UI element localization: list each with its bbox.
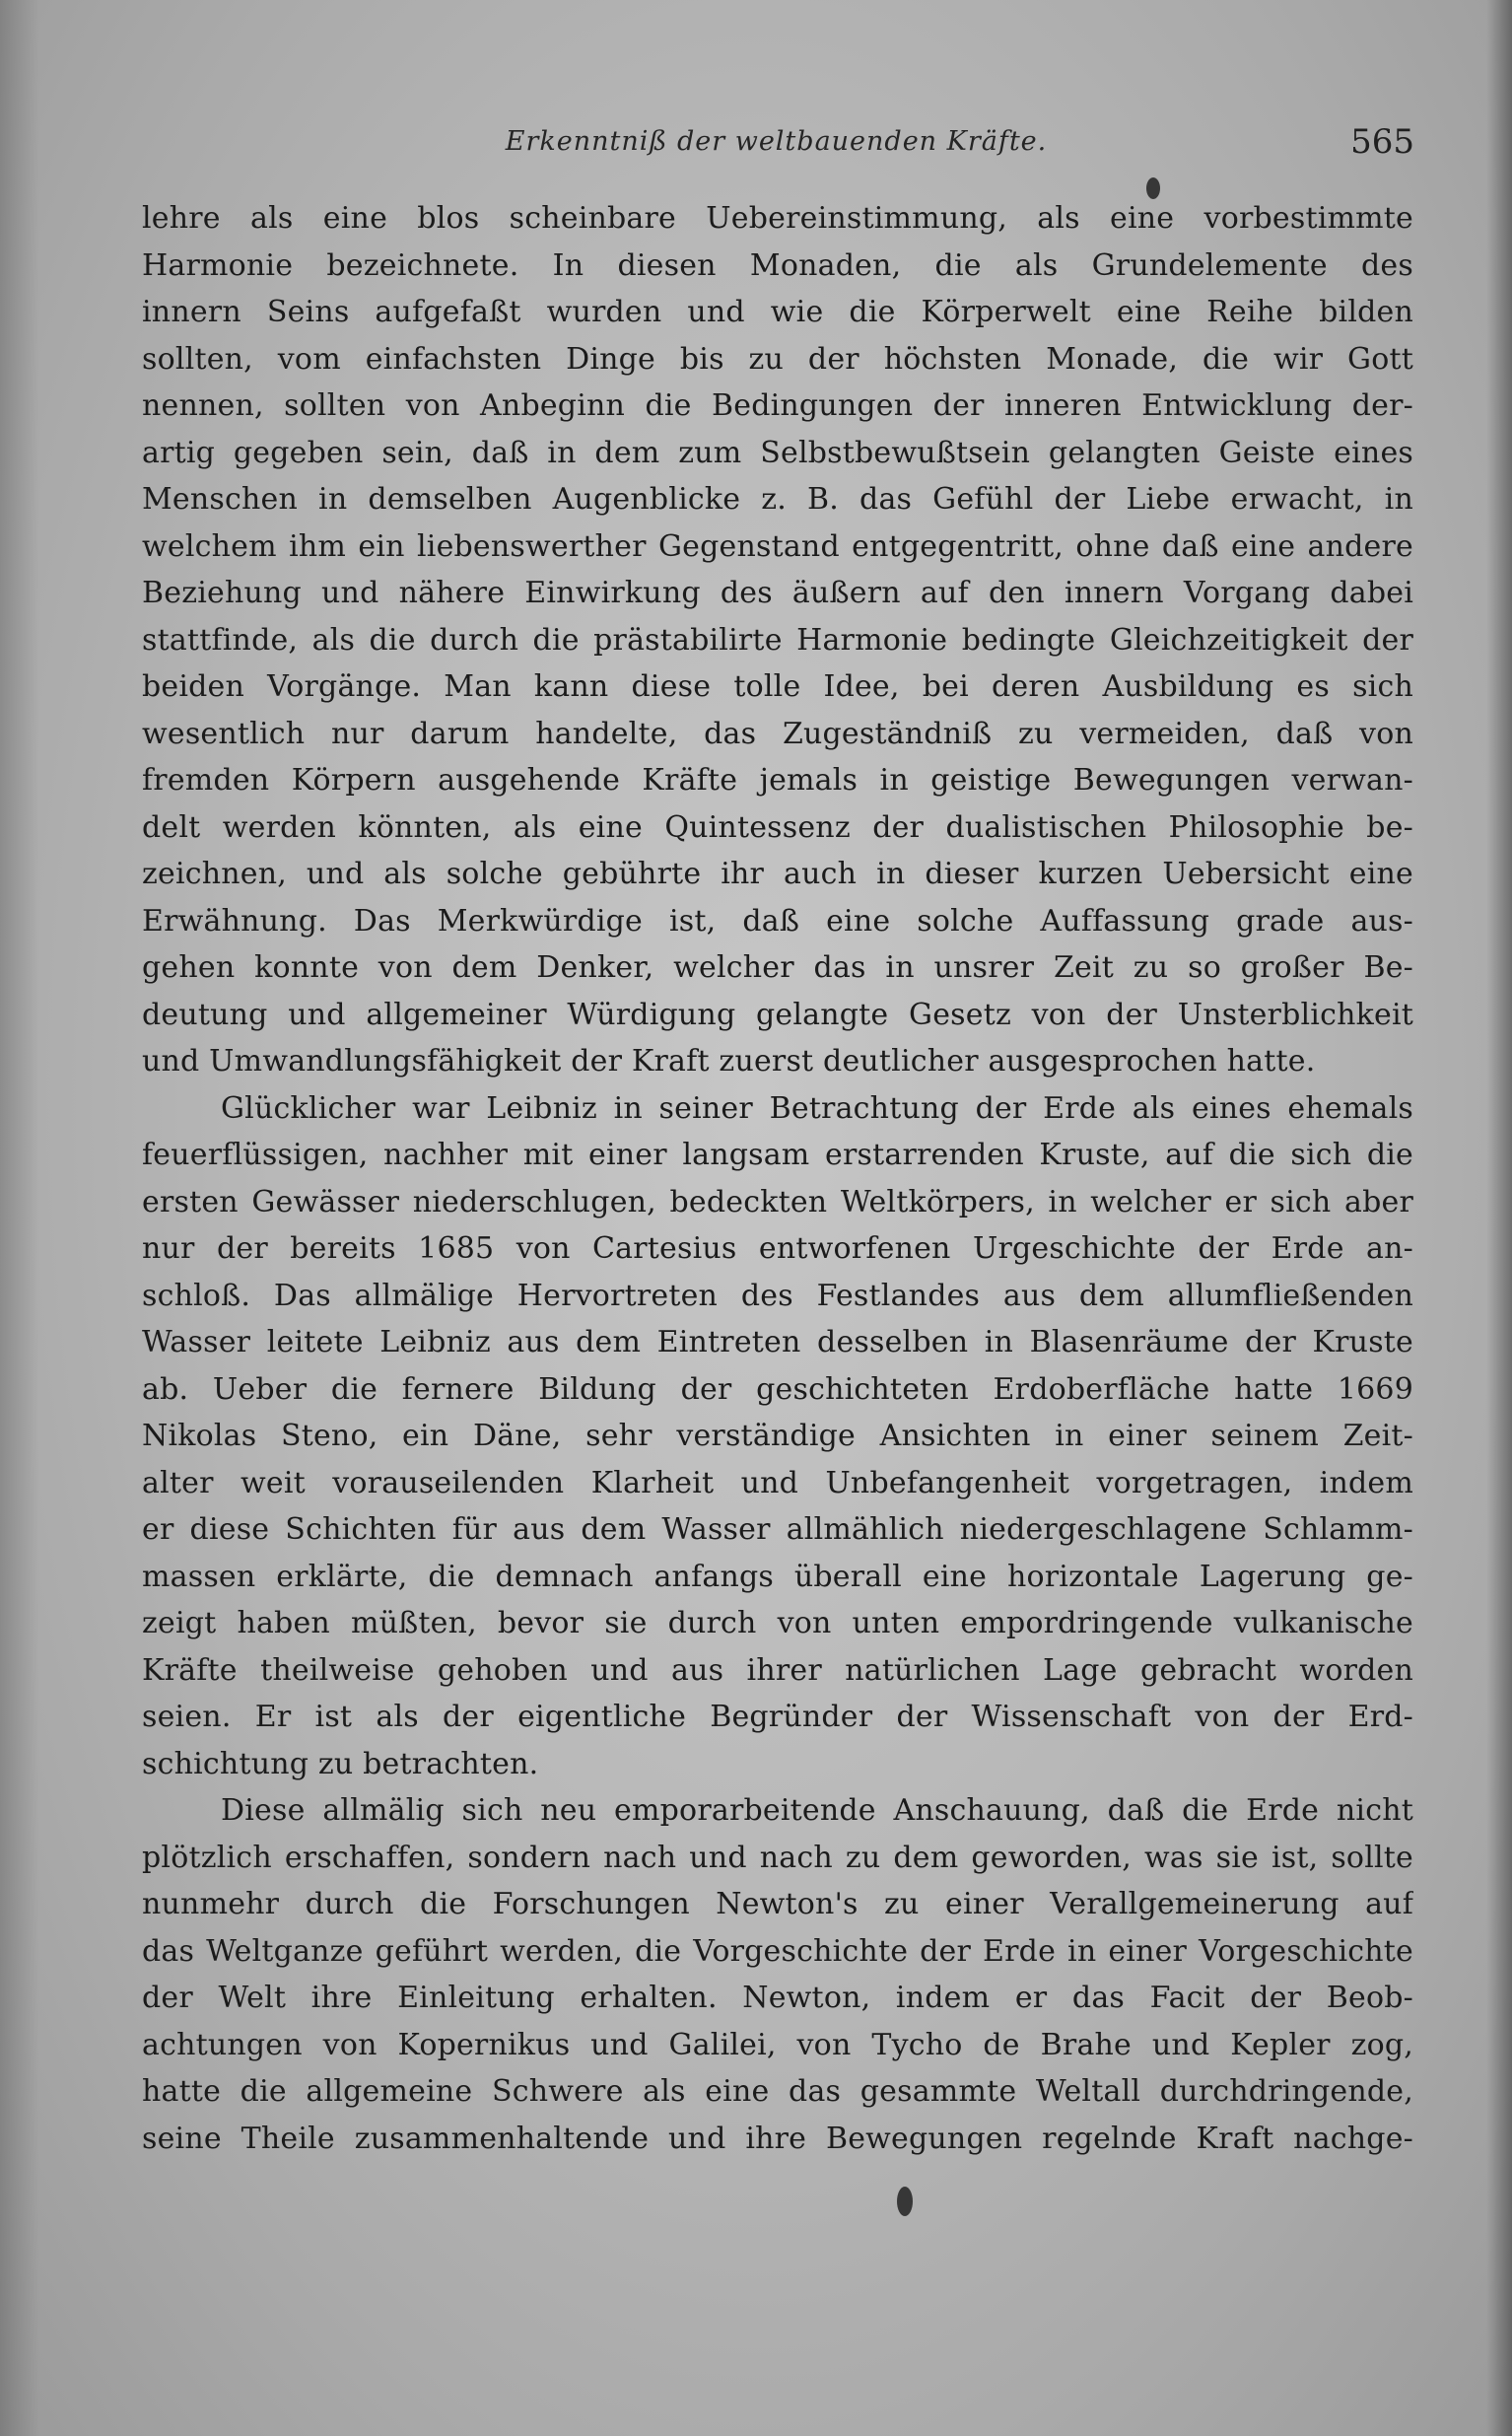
text-line: Menschen in demselben Augenblicke z. B. das Gefühl der Liebe erwacht, in — [142, 482, 1413, 517]
text-line: er diese Schichten für aus dem Wasser allmählich niedergeschlagene Schlamm- — [142, 1512, 1413, 1547]
text-line: achtungen von Kopernikus und Galilei, von Tycho de Brahe und Kepler zog, — [142, 2027, 1413, 2062]
text-line: nennen, sollten von Anbeginn die Bedingungen der inneren Entwicklung der- — [142, 388, 1413, 423]
text-line: artig gegeben sein, daß in dem zum Selbstbewußtsein gelangten Geiste eines — [142, 435, 1413, 470]
page-edge-shadow — [0, 0, 39, 2436]
ink-blot — [897, 2187, 913, 2216]
paragraph — [142, 1787, 1413, 2162]
text-line: stattfinde, als die durch die prästabilirte Harmonie bedingte Gleichzeitigkeit der — [142, 622, 1413, 658]
text-line: hatte die allgemeine Schwere als eine das gesammte Weltall durchdringende, — [142, 2074, 1413, 2109]
text-line: Wasser leitete Leibniz aus dem Eintreten desselben in Blasenräume der Kruste — [142, 1325, 1413, 1359]
text-line: Nikolas Steno, ein Däne, sehr verständige Ansichten in einer seinem Zeit- — [142, 1419, 1413, 1453]
text-line: plötzlich erschaffen, sondern nach und nach zu dem geworden, was sie ist, sollte — [142, 1840, 1413, 1875]
text-line: Kräfte theilweise gehoben und aus ihrer natürlichen Lage gebracht worden — [142, 1652, 1413, 1688]
text-line: nur der bereits 1685 von Cartesius entworfenen Urgeschichte der Erde an- — [142, 1231, 1413, 1266]
body-text — [142, 195, 1413, 2162]
text-line: und Umwandlungsfähigkeit der Kraft zuerst deutlicher ausgesprochen hatte. — [142, 1044, 1316, 1079]
text-line: Harmonie bezeichnete. In diesen Monaden, die als Grundelemente des — [142, 247, 1413, 283]
text-line: seien. Er ist als der eigentliche Begründer der Wissenschaft von der Erd- — [142, 1700, 1413, 1734]
text-line: gehen konnte von dem Denker, welcher das in unsrer Zeit zu so großer Be- — [142, 950, 1413, 985]
text-line: nunmehr durch die Forschungen Newton's zu einer Verallgemeinerung auf — [142, 1887, 1413, 1921]
text-line: ab. Ueber die fernere Bildung der geschichteten Erdoberfläche hatte 1669 — [142, 1371, 1413, 1407]
text-line: Diese allmälig sich neu emporarbeitende Anschauung, daß die Erde nicht — [221, 1793, 1413, 1828]
text-line: zeigt haben müßten, bevor sie durch von unten empordringende vulkanische — [142, 1606, 1413, 1640]
text-line: der Welt ihre Einleitung erhalten. Newton, indem er das Facit der Beob- — [142, 1981, 1413, 2015]
text-line: innern Seins aufgefaßt wurden und wie die Körperwelt eine Reihe bilden — [142, 295, 1413, 329]
text-line: das Weltganze geführt werden, die Vorgeschichte der Erde in einer Vorgeschichte — [142, 1933, 1413, 1969]
text-line: deutung und allgemeiner Würdigung gelangte Gesetz von der Unsterblichkeit — [142, 997, 1413, 1032]
text-line: fremden Körpern ausgehende Kräfte jemals in geistige Bewegungen verwan- — [142, 763, 1413, 798]
text-line: sollten, vom einfachsten Dinge bis zu der höchsten Monade, die wir Gott — [142, 341, 1413, 377]
text-line: zeichnen, und als solche gebührte ihr auch in dieser kurzen Uebersicht eine — [142, 857, 1413, 891]
text-line: delt werden könnten, als eine Quintessenz der dualistischen Philosophie be- — [142, 809, 1413, 845]
text-line: Beziehung und nähere Einwirkung des äußern auf den innern Vorgang dabei — [142, 576, 1413, 610]
text-line: ersten Gewässer niederschlugen, bedeckten Weltkörpers, in welcher er sich aber — [142, 1184, 1413, 1219]
paragraph — [142, 195, 1413, 1085]
page-number: 565 — [1350, 122, 1414, 162]
text-line: wesentlich nur darum handelte, das Zugeständniß zu vermeiden, daß von — [142, 716, 1413, 751]
text-line: Erwähnung. Das Merkwürdige ist, daß eine solche Auffassung grade aus- — [142, 903, 1413, 939]
text-line: lehre als eine blos scheinbare Uebereinstimmung, als eine vorbestimmte — [142, 201, 1413, 236]
text-line: feuerflüssigen, nachher mit einer langsam erstarrenden Kruste, auf die sich die — [142, 1138, 1413, 1172]
text-line: massen erklärte, die demnach anfangs überall eine horizontale Lagerung ge- — [142, 1559, 1413, 1594]
text-line: alter weit vorauseilenden Klarheit und Unbefangenheit vorgetragen, indem — [142, 1465, 1413, 1500]
spine-shadow — [1486, 0, 1512, 2436]
text-line: Glücklicher war Leibniz in seiner Betrachtung der Erde als eines ehemals — [221, 1090, 1413, 1126]
running-head — [138, 122, 1414, 175]
running-title: Erkenntniß der weltbauenden Kräfte. — [505, 126, 1048, 157]
text-line: schloß. Das allmälige Hervortreten des Festlandes aus dem allumfließenden — [142, 1278, 1413, 1313]
text-line: welchem ihm ein liebenswerther Gegenstand entgegentritt, ohne daß eine andere — [142, 528, 1413, 564]
text-line: beiden Vorgänge. Man kann diese tolle Idee, bei deren Ausbildung es sich — [142, 669, 1413, 704]
text-line: seine Theile zusammenhaltende und ihre Bewegungen regelnde Kraft nachge- — [142, 2121, 1413, 2156]
text-line: schichtung zu betrachten. — [142, 1746, 539, 1781]
paragraph — [142, 1085, 1413, 1788]
